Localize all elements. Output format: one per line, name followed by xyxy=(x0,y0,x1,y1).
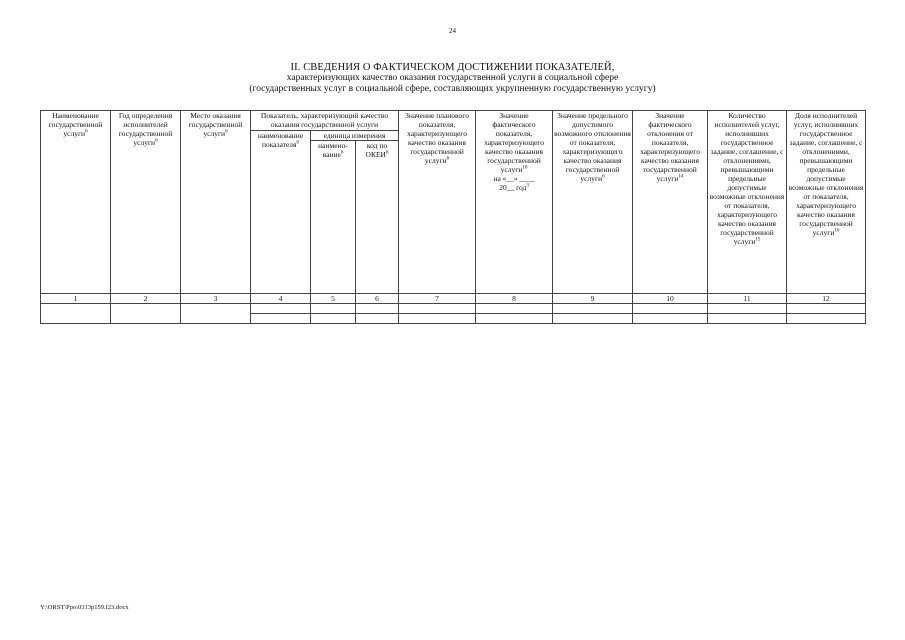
table-cell[interactable] xyxy=(787,304,866,314)
column-number: 8 xyxy=(476,294,553,304)
header-indicator-group: Показатель, характеризующий качество оказания государственной услуги xyxy=(251,111,399,131)
header-contractors-count: Количество исполнителей услуг, исполнивших государственное задание, соглашение, с отклонениями, превышающими предельные допустимые возможные отклонения от показателя, характеризующего качество оказания государственной услуги$^{15}$ xyxy=(708,111,787,294)
column-number: 1 xyxy=(41,294,111,304)
header-indicator-name: наименование показателя$^6$ xyxy=(251,131,311,294)
header-actual-deviation: Значение фактического отклонения от показателя, характеризующего качество оказания государственной услуги$^{14}$ xyxy=(633,111,708,294)
header-unit-name-spacer xyxy=(311,161,356,294)
table-cell[interactable] xyxy=(708,304,787,314)
column-numbers-row xyxy=(41,294,866,304)
column-number: 4 xyxy=(251,294,311,304)
file-path-footer: Y:\ORST\Ppo\0313p159.f23.docx xyxy=(40,604,129,611)
table-cell[interactable] xyxy=(476,314,553,324)
header-unit-group: единица измерения xyxy=(311,131,399,141)
column-number: 12 xyxy=(787,294,866,304)
table-cell[interactable] xyxy=(311,314,356,324)
table-cell[interactable] xyxy=(41,304,111,324)
header-contractors-share: Доля исполнителей услуг, исполнивших государственное задание, соглашение, с отклонениями, превышающими предельные допустимые возможные отклонения от показателя, характеризующего качество оказания государственной услуги$^{16}$ xyxy=(787,111,866,294)
table-cell[interactable] xyxy=(553,314,633,324)
table-cell[interactable] xyxy=(787,314,866,324)
section-title xyxy=(0,62,905,95)
table-cell[interactable] xyxy=(553,304,633,314)
actual-date-line: на «__» ____ xyxy=(493,174,535,183)
table-cell[interactable] xyxy=(633,304,708,314)
table-cell[interactable] xyxy=(356,304,399,314)
header-service-place: Место оказания государственной услуги$^6$ xyxy=(181,111,251,294)
table-cell[interactable] xyxy=(181,304,251,324)
table-cell[interactable] xyxy=(476,304,553,314)
table-cell[interactable] xyxy=(251,304,311,314)
column-number: 7 xyxy=(399,294,476,304)
table-cell[interactable] xyxy=(251,314,311,324)
title-line-1: II. СВЕДЕНИЯ О ФАКТИЧЕСКОМ ДОСТИЖЕНИИ ПОКАЗАТЕЛЕЙ, xyxy=(290,62,615,73)
header-contractor-year: Год определения исполнителей государственной услуги$^6$ xyxy=(111,111,181,294)
table-cell[interactable] xyxy=(708,314,787,324)
title-line-3: (государственных услуг в социальной сфере, составляющих укрупненную государственную услугу) xyxy=(249,84,656,94)
table-cell[interactable] xyxy=(399,314,476,324)
column-number: 5 xyxy=(311,294,356,304)
table-cell[interactable] xyxy=(111,304,181,324)
table-cell[interactable] xyxy=(311,304,356,314)
column-number: 10 xyxy=(633,294,708,304)
title-line-2: характеризующих качество оказания государственной услуги в социальной сфере xyxy=(286,73,619,83)
header-unit-name: наимено-вание$^6$ xyxy=(311,141,356,162)
column-number: 2 xyxy=(111,294,181,304)
column-number: 6 xyxy=(356,294,399,304)
column-number: 11 xyxy=(708,294,787,304)
header-actual-value: Значение фактического показателя, характеризующего качество оказания государственной услуги$^{10}$ на «__» ____ 20__ год$^3$ xyxy=(476,111,553,294)
table-cell[interactable] xyxy=(399,304,476,314)
table-row xyxy=(41,304,866,314)
column-number: 3 xyxy=(181,294,251,304)
header-okei-code-spacer xyxy=(356,161,399,294)
header-planned-value: Значение планового показателя, характеризующего качество оказания государственной услуги$^6$ xyxy=(399,111,476,294)
table-cell[interactable] xyxy=(356,314,399,324)
header-service-name: Наименование государственной услуги$^6$ xyxy=(41,111,111,294)
column-number: 9 xyxy=(553,294,633,304)
table-cell[interactable] xyxy=(633,314,708,324)
indicators-table xyxy=(40,110,866,324)
header-okei-code: код по ОКЕИ$^6$ xyxy=(356,141,399,162)
page-number: 24 xyxy=(449,27,456,35)
header-max-deviation: Значение предельного допустимого возможного отклонения от показателя, характеризующего качество оказания государственной услуги$^6$ xyxy=(553,111,633,294)
